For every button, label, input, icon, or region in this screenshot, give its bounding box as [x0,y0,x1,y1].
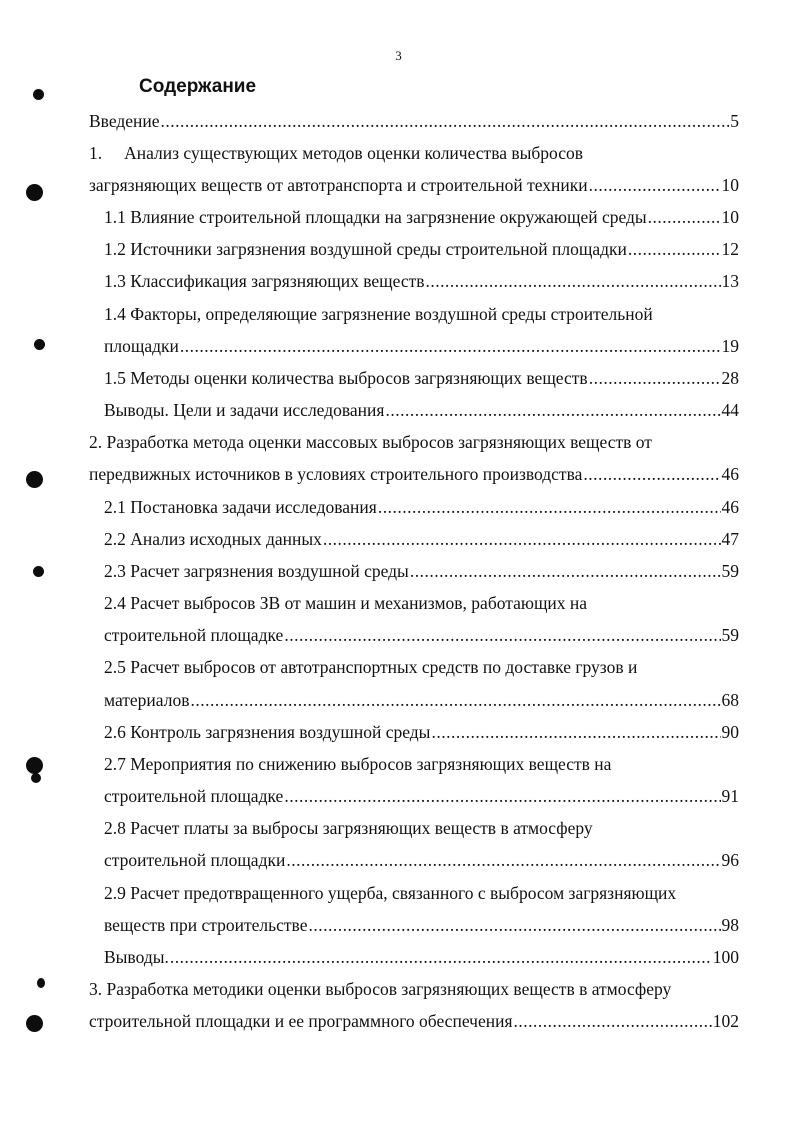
toc-entry-2-7-line2 [104,782,739,810]
toc-entry-page: 13 [721,271,739,291]
toc-entry-2-3 [104,557,739,585]
toc-entry-text: 2.9 Расчет предотвращенного ущерба, связанного с выбросом загрязняющих [104,883,677,903]
toc-entry-text: строительной площадки и ее программного обеспечения [89,1011,513,1031]
toc-entry-text: 2.8 Расчет платы за выбросы загрязняющих веществ в атмосферу [104,818,593,838]
toc-entry-text: Анализ существующих методов оценки количества выбросов [124,143,584,163]
toc-entry-2-5-line1 [104,653,637,681]
page-title: Содержание [139,76,257,97]
toc-leader-dots [628,235,721,263]
toc-entry-page: 102 [712,1011,739,1031]
toc-entry-chapter-1-line1 [89,139,583,167]
toc-entry-page: 10 [721,175,739,195]
punch-hole-mark [33,566,44,577]
toc-entry-1-5 [104,364,739,392]
toc-entry-2-6 [104,718,739,746]
toc-entry-chapter-2-line2 [89,460,739,488]
punch-hole-mark [26,1015,43,1032]
toc-entry-number: 1. [89,143,103,163]
toc-entry-page: 59 [721,561,739,581]
toc-entry-2-9-line1 [104,879,676,907]
page-number: 3 [395,48,402,63]
toc-entry-2-8-line2 [104,846,739,874]
toc-entry-2-1 [104,493,739,521]
toc-entry-page: 98 [721,915,739,935]
toc-entry-conclusions-1 [104,396,739,424]
toc-entry-text: передвижных источников в условиях строительного производства [89,464,583,484]
toc-leader-dots [426,267,721,295]
toc-entry-page: 91 [721,786,739,806]
toc-entry-text: Введение [89,111,160,131]
toc-entry-text: 2.5 Расчет выбросов от автотранспортных средств по доставке грузов и [104,657,638,677]
toc-entry-text: Выводы. Цели и задачи исследования [104,400,385,420]
toc-entry-page: 59 [721,625,739,645]
toc-entry-page: 90 [721,722,739,742]
punch-hole-mark [26,757,43,774]
toc-leader-dots [583,460,720,488]
toc-entry-page: 10 [721,207,739,227]
toc-leader-dots [190,686,720,714]
toc-entry-2-9-line2 [104,911,739,939]
toc-entry-page: 44 [721,400,739,420]
toc-entry-text: веществ при строительстве [104,915,308,935]
toc-entry-chapter-1-line2 [89,171,739,199]
toc-entry-text: строительной площадки [104,850,286,870]
toc-entry-2-4-line1 [104,589,587,617]
toc-entry-text: строительной площадке [104,786,284,806]
toc-leader-dots [286,846,720,874]
toc-entry-conclusions-2 [104,943,739,971]
toc-entry-1-1 [104,203,739,231]
toc-entry-page: 46 [721,497,739,517]
toc-entry-page: 28 [721,368,739,388]
toc-entry-page: 47 [721,529,739,549]
toc-entry-chapter-2-line1 [89,428,652,456]
toc-entry-page: 5 [730,111,739,131]
toc-entry-page: 100 [712,947,739,967]
toc-entry-text: загрязняющих веществ от автотранспорта и строительной техники [89,175,588,195]
toc-entry-text: 3. Разработка методики оценки выбросов загрязняющих веществ в атмосферу [89,979,672,999]
toc-leader-dots [323,525,721,553]
toc-entry-text: 2.7 Мероприятия по снижению выбросов загрязняющих веществ на [104,754,612,774]
toc-entry-2-4-line2 [104,621,739,649]
toc-entry-text: 2.2 Анализ исходных данных [104,529,322,549]
toc-entry-text: площадки [104,336,179,356]
toc-leader-dots [161,107,730,135]
toc-entry-text: 1.1 Влияние строительной площадки на загрязнение окружающей среды [104,207,647,227]
toc-entry-text: 2.3 Расчет загрязнения воздушной среды [104,561,409,581]
toc-entry-2-2 [104,525,739,553]
toc-leader-dots [431,718,720,746]
toc-leader-dots [284,621,720,649]
toc-entry-page: 96 [721,850,739,870]
toc-leader-dots [308,911,720,939]
toc-entry-1-2 [104,235,739,263]
punch-hole-mark [26,471,43,488]
toc-entry-page: 68 [721,690,739,710]
toc-entry-text: Выводы. [104,947,169,967]
toc-entry-page: 19 [721,336,739,356]
toc-leader-dots [589,171,721,199]
toc-entry-text: 2. Разработка метода оценки массовых выбросов загрязняющих веществ от [89,432,652,452]
toc-entry-text: 1.3 Классификация загрязняющих веществ [104,271,425,291]
punch-hole-mark [34,339,45,350]
punch-hole-mark [31,773,41,783]
toc-leader-dots [589,364,721,392]
toc-entry-2-8-line1 [104,814,593,842]
toc-leader-dots [378,493,721,521]
toc-entry-1-4-line2 [104,332,739,360]
toc-leader-dots [180,332,721,360]
punch-hole-mark [33,89,44,100]
toc-entry-page: 12 [721,239,739,259]
toc-entry-text: 2.4 Расчет выбросов ЗВ от машин и механизмов, работающих на [104,593,588,613]
toc-entry-text: 2.1 Постановка задачи исследования [104,497,377,517]
toc-entry-chapter-3-line2 [89,1007,739,1035]
punch-hole-mark [26,184,43,201]
toc-entry-text: 1.2 Источники загрязнения воздушной среды строительной площадки [104,239,627,259]
toc-leader-dots [648,203,721,231]
toc-entry-1-4-line1 [104,300,653,328]
toc-entry-1-3 [104,267,739,295]
toc-entry-intro [89,107,739,135]
toc-entry-chapter-3-line1 [89,975,671,1003]
toc-leader-dots [514,1007,712,1035]
toc-entry-text: 2.6 Контроль загрязнения воздушной среды [104,722,431,742]
toc-entry-2-5-line2 [104,686,739,714]
toc-entry-text: строительной площадке [104,625,284,645]
toc-entry-text: 1.4 Факторы, определяющие загрязнение воздушной среды строительной [104,304,653,324]
toc-entry-page: 46 [721,464,739,484]
toc-entry-2-7-line1 [104,750,611,778]
toc-leader-dots [170,943,712,971]
toc-leader-dots [410,557,721,585]
toc-entry-text: 1.5 Методы оценки количества выбросов загрязняющих веществ [104,368,588,388]
punch-hole-mark [37,978,45,988]
toc-leader-dots [284,782,720,810]
toc-entry-text: материалов [104,690,190,710]
toc-leader-dots [385,396,720,424]
